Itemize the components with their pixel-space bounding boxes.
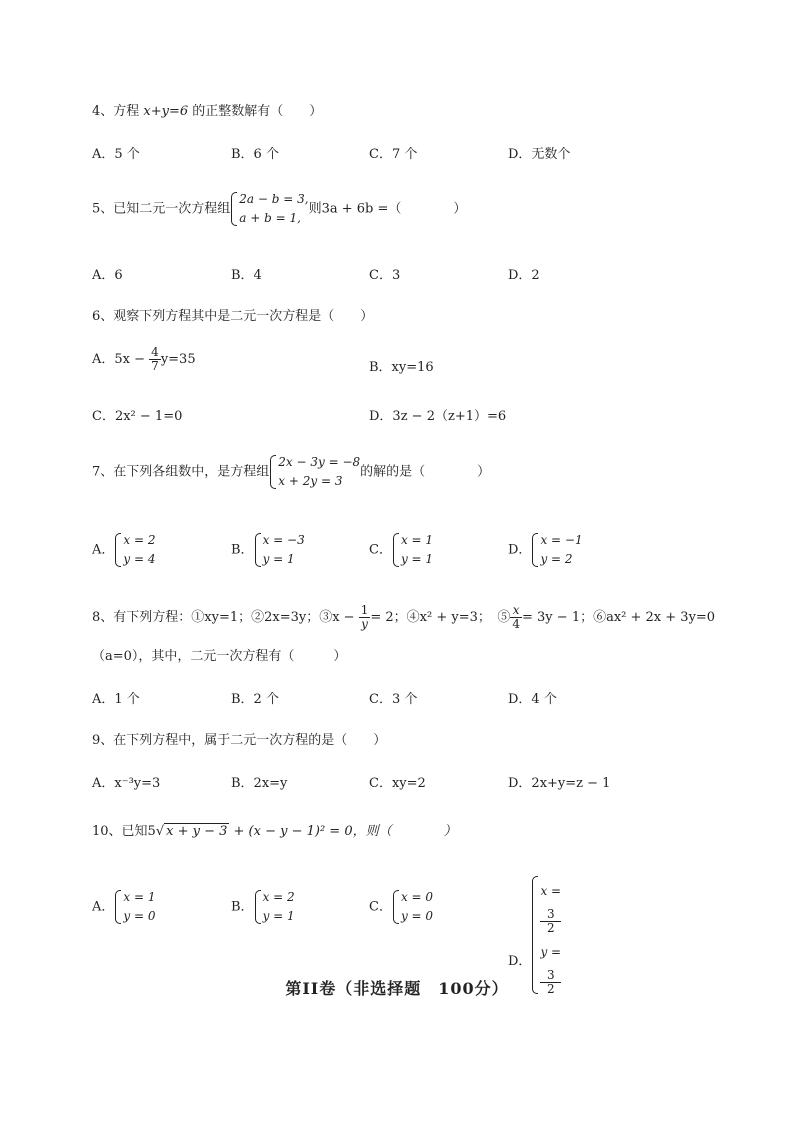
q9-option-c: C．xy=2 [369,776,426,791]
sqrt-icon: √ [155,824,165,839]
q10-option-b-label: B． [231,899,254,915]
q4-option-c: C．7 个 [369,147,418,162]
q8-option-c: C．3 个 [369,692,418,707]
system-line-1: x = 2 [262,890,295,904]
q8-option-a: A．1 个 [92,692,140,707]
q7-stem-pre: 7、在下列各组数中，是方程组 [92,464,270,480]
q7-option-a-system [114,531,155,569]
q7-option-c-system [392,531,433,569]
fraction-numerator: 1 [360,603,369,617]
system-line-1 [540,874,561,935]
system-line-1: x = −1 [540,533,583,547]
q9-option-a: A．x⁻³y=3 [92,776,161,791]
system-line-2: y = 0 [400,909,434,923]
q4-stem-post: 的正整数解有（ ） [188,104,323,119]
system-var-x: x = [540,884,562,898]
q5-option-a: A．6 [92,268,123,283]
question-8-line-2: （a=0），其中，二元一次方程有（ ） [92,649,347,664]
q10-option-a-system [114,888,155,926]
fraction-denominator: 2 [540,982,561,996]
system-line-1: x = 2 [123,533,156,547]
q7-option-c [369,531,433,569]
q7-equation-system [269,453,360,491]
q7-stem-post: 的解的是（ ） [360,464,491,480]
q8-line1-part-c: = 3y − 1；⑥ax² + 2x + 3y=0 [522,610,716,625]
q9-option-b: B．2x=y [231,776,288,791]
question-4-stem [92,100,322,119]
q10-option-b-system [254,888,295,926]
q6-option-a-fraction [149,346,161,373]
system-line-2: y = 1 [262,552,295,566]
q4-stem-pre: 4、方程 [92,104,144,119]
system-line-2: y = 1 [262,909,295,923]
q10-stem-pre: 10、已知5 [92,824,156,839]
question-10-stem [92,820,457,839]
q10-option-d-label: D． [508,953,532,969]
q7-option-d-label: D． [508,542,532,558]
question-5-stem [92,190,466,228]
fraction-denominator: 2 [540,921,561,935]
q7-option-d [508,531,583,569]
q5-system-line-2: a + b = 1, [239,211,301,225]
system-line-1: x = −3 [262,533,305,547]
q8-option-d: D．4 个 [508,692,557,707]
question-9-stem: 9、在下列方程中，属于二元一次方程的是（ ） [92,733,387,748]
q8-fraction-1 [359,604,371,631]
q5-option-d: D．2 [508,268,540,283]
question-6-stem: 6、观察下列方程其中是二元一次方程是（ ） [92,309,374,324]
q5-equation-system [230,190,308,228]
system-line-2: y = 0 [123,909,156,923]
q7-system-line-2: x + 2y = 3 [278,474,343,488]
q7-option-d-system [531,531,582,569]
q7-option-b-label: B． [231,542,254,558]
system-var-y: y = [540,945,562,959]
q7-option-a [92,531,156,569]
q8-line1-part-a: 8、有下列方程：①xy=1；②2x=3y；③x − [92,610,355,625]
fraction-denominator: 7 [151,359,159,373]
q5-stem-pre: 5、已知二元一次方程组 [92,201,231,217]
q10-option-b [231,888,295,926]
q9-option-d: D．2x+y=z − 1 [508,776,611,791]
q5-stem-post: 则3a + 6b =（ ） [308,201,467,217]
q10-option-a-label: A． [92,899,115,915]
q10-option-a [92,888,156,926]
fraction-numerator: x [512,603,520,617]
q6-option-a-post: y=35 [160,352,196,367]
q10-option-c [369,888,433,926]
fraction-numerator: 3 [546,907,555,921]
system-line-2: y = 4 [123,552,156,566]
question-8-line-1 [92,604,715,631]
section-title: 第II卷（非选择题 100分） [285,979,509,998]
question-7-stem [92,453,490,491]
q6-option-c: C．2x² − 1=0 [92,409,183,424]
q8-option-b: B．2 个 [231,692,279,707]
fraction-3-2 [540,908,561,935]
q6-option-b: B．xy=16 [369,360,434,375]
q6-option-a [92,346,196,373]
q7-option-b-system [254,531,305,569]
q4-equation: x+y=6 [143,104,189,119]
fraction-numerator: 4 [151,345,159,359]
q7-option-b [231,531,305,569]
q8-line1-part-b: = 2；④x² + y=3； ⑤ [370,610,511,625]
system-line-1: x = 0 [400,890,434,904]
fraction-denominator: 4 [512,617,521,631]
q6-option-d: D．3z − 2（z+1）=6 [369,409,507,424]
system-line-1: x = 1 [400,533,434,547]
q10-option-c-system [392,888,433,926]
q5-system-line-1: 2a − b = 3, [239,192,309,206]
system-line-2: y = 2 [540,552,573,566]
q6-option-a-pre: A．5x − [92,352,146,367]
q5-option-c: C．3 [369,268,401,283]
q10-radicand: x + y − 3 [166,824,228,839]
q5-option-b: B．4 [231,268,262,283]
q4-option-d: D．无数个 [508,147,571,162]
q10-stem-mid: + (x − y − 1)² = 0，则（ ） [233,824,457,839]
q7-system-line-1: 2x − 3y = −8 [278,455,361,469]
q4-option-b: B．6 个 [231,147,279,162]
system-line-1: x = 1 [123,890,156,904]
fraction-denominator: y [359,617,371,631]
fraction-numerator: 3 [546,968,555,982]
q10-option-c-label: C． [369,899,392,915]
q7-option-c-label: C． [369,542,392,558]
q7-option-a-label: A． [92,542,115,558]
system-line-2: y = 1 [400,552,434,566]
q4-option-a: A．5 个 [92,147,140,162]
q8-fraction-2 [510,604,522,631]
